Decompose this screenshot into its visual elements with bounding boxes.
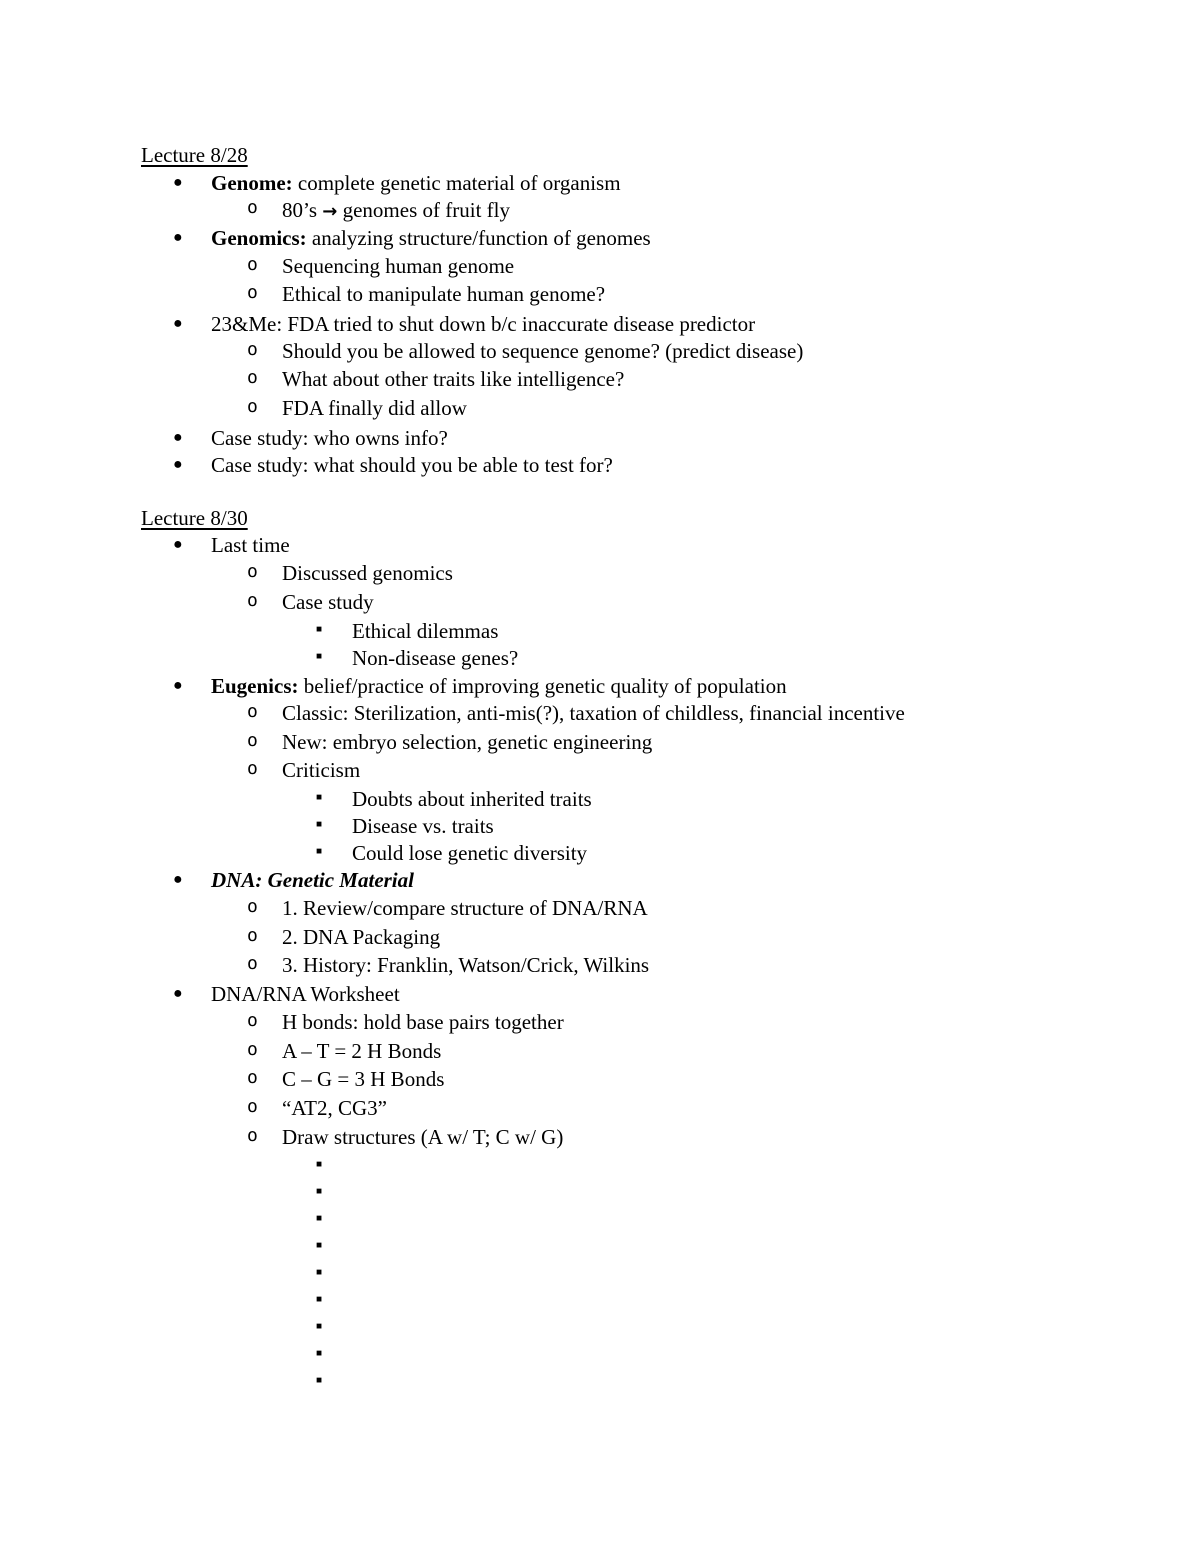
list-item: C – G = 3 H Bonds: [282, 1067, 445, 1091]
bullet-circle-icon: o: [247, 590, 258, 611]
bullet-disc-icon: ●: [173, 456, 183, 473]
list-item: Should you be allowed to sequence genome? (predict disease): [282, 339, 804, 363]
list-item: Criticism: [282, 758, 361, 782]
section-heading: Lecture 8/28: [141, 143, 248, 167]
bullet-circle-icon: o: [247, 254, 258, 275]
list-item: [282, 200, 510, 221]
list-item: Discussed genomics: [282, 561, 453, 585]
bullet-square-icon: ■: [316, 624, 323, 635]
bullet-disc-icon: ●: [173, 315, 183, 332]
item-text: analyzing structure/function of genomes: [306, 226, 651, 250]
bullet-circle-icon: o: [247, 1096, 258, 1117]
bullet-square-icon: ■: [316, 1321, 323, 1332]
bullet-circle-icon: o: [247, 758, 258, 779]
right-arrow-icon: →: [322, 201, 338, 222]
list-item: “AT2, CG3”: [282, 1096, 387, 1120]
bullet-square-icon: ■: [316, 819, 323, 830]
list-item: Case study: [282, 590, 374, 614]
section-heading: Lecture 8/30: [141, 506, 248, 530]
term-label: Genomics:: [211, 226, 307, 250]
bullet-square-icon: ■: [316, 1186, 323, 1197]
bullet-circle-icon: o: [247, 730, 258, 751]
bullet-square-icon: ■: [316, 792, 323, 803]
bullet-circle-icon: o: [247, 396, 258, 417]
list-item: New: embryo selection, genetic engineering: [282, 730, 653, 754]
list-item: What about other traits like intelligence?: [282, 367, 625, 391]
bullet-circle-icon: o: [247, 282, 258, 303]
bullet-circle-icon: o: [247, 1125, 258, 1146]
bullet-circle-icon: o: [247, 701, 258, 722]
bullet-circle-icon: o: [247, 367, 258, 388]
bullet-circle-icon: o: [247, 1067, 258, 1088]
bullet-circle-icon: o: [247, 561, 258, 582]
bullet-circle-icon: o: [247, 896, 258, 917]
list-item: Could lose genetic diversity: [352, 841, 588, 865]
bullet-square-icon: ■: [316, 1213, 323, 1224]
item-text: genomes of fruit fly: [337, 198, 510, 222]
bullet-circle-icon: o: [247, 1010, 258, 1031]
list-item: Doubts about inherited traits: [352, 787, 592, 811]
list-item: Non-disease genes?: [352, 646, 519, 670]
bullet-circle-icon: o: [247, 197, 258, 218]
bullet-disc-icon: ●: [173, 536, 183, 553]
bullet-disc-icon: ●: [173, 229, 183, 246]
bullet-disc-icon: ●: [173, 985, 183, 1002]
list-item: Classic: Sterilization, anti-mis(?), taxation of childless, financial incentive: [282, 701, 905, 725]
item-text: 80’s: [282, 198, 323, 222]
bullet-square-icon: ■: [316, 1294, 323, 1305]
bullet-square-icon: ■: [316, 1240, 323, 1251]
bullet-disc-icon: ●: [173, 429, 183, 446]
list-item: Disease vs. traits: [352, 814, 494, 838]
bullet-square-icon: ■: [316, 1267, 323, 1278]
list-item: FDA finally did allow: [282, 396, 467, 420]
list-item: Ethical dilemmas: [352, 619, 499, 643]
list-item: [211, 676, 787, 697]
item-text: complete genetic material of organism: [292, 171, 621, 195]
list-item: [211, 228, 651, 249]
list-item: 23&Me: FDA tried to shut down b/c inaccurate disease predictor: [211, 312, 756, 336]
list-item: Sequencing human genome: [282, 254, 515, 278]
bullet-square-icon: ■: [316, 651, 323, 662]
bullet-circle-icon: o: [247, 953, 258, 974]
bullet-square-icon: ■: [316, 1375, 323, 1386]
term-label: Genome:: [211, 171, 293, 195]
list-item: Case study: what should you be able to test for?: [211, 453, 613, 477]
list-item: Ethical to manipulate human genome?: [282, 282, 606, 306]
bullet-circle-icon: o: [247, 1039, 258, 1060]
list-item: Draw structures (A w/ T; C w/ G): [282, 1125, 564, 1149]
bullet-circle-icon: o: [247, 339, 258, 360]
bullet-circle-icon: o: [247, 925, 258, 946]
bullet-square-icon: ■: [316, 1159, 323, 1170]
list-item: DNA: Genetic Material: [211, 868, 414, 892]
bullet-square-icon: ■: [316, 846, 323, 857]
list-item: 2. DNA Packaging: [282, 925, 441, 949]
list-item: 1. Review/compare structure of DNA/RNA: [282, 896, 648, 920]
list-item: 3. History: Franklin, Watson/Crick, Wilkins: [282, 953, 650, 977]
list-item: H bonds: hold base pairs together: [282, 1010, 564, 1034]
list-item: DNA/RNA Worksheet: [211, 982, 400, 1006]
term-label: Eugenics:: [211, 674, 299, 698]
list-item: Last time: [211, 533, 290, 557]
list-item: [211, 173, 621, 194]
item-text: belief/practice of improving genetic quality of population: [298, 674, 787, 698]
bullet-disc-icon: ●: [173, 677, 183, 694]
list-item: A – T = 2 H Bonds: [282, 1039, 442, 1063]
bullet-disc-icon: ●: [173, 871, 183, 888]
bullet-square-icon: ■: [316, 1348, 323, 1359]
list-item: Case study: who owns info?: [211, 426, 448, 450]
bullet-disc-icon: ●: [173, 174, 183, 191]
